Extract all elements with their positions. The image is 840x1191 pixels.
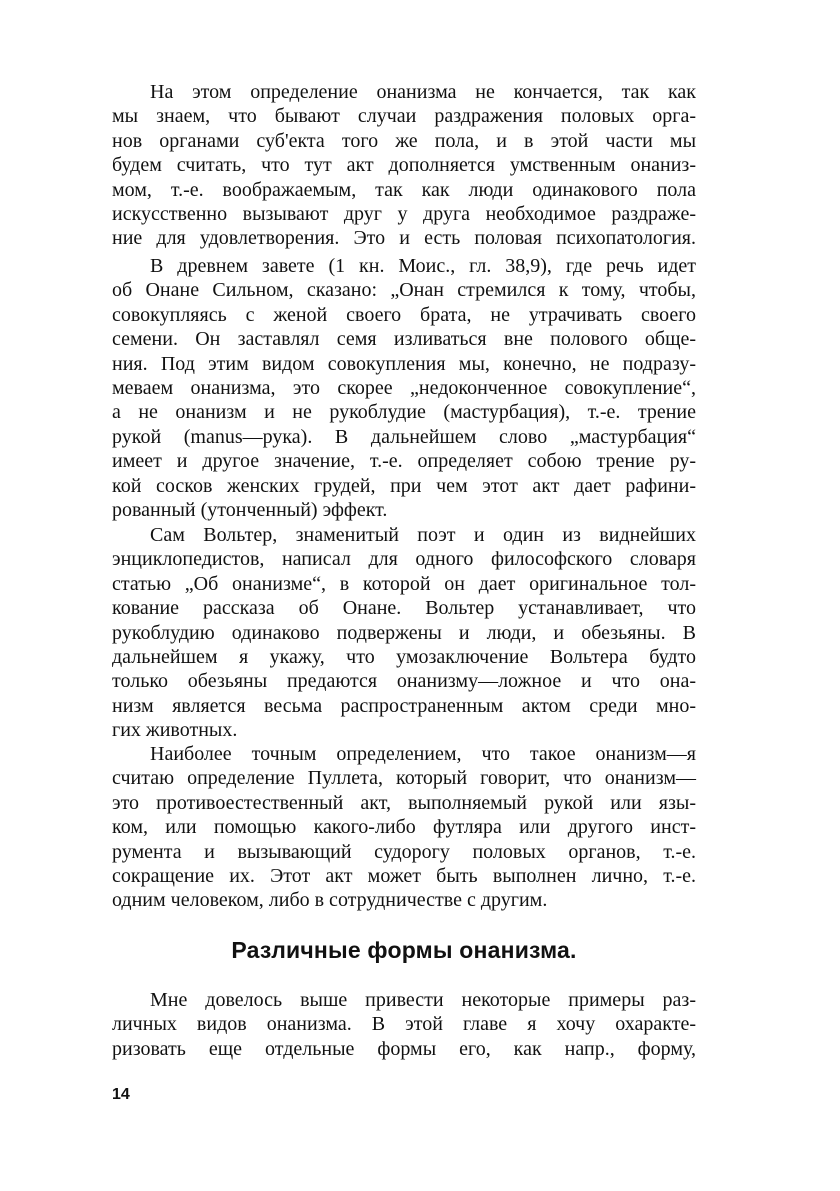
text-line: ком, или помощью какого-либо футляра или другого инст- <box>112 816 696 839</box>
text-line: рованный (утонченный) эффект. <box>112 499 388 522</box>
text-line: мы знаем, что бывают случаи раздражения половых орга- <box>112 105 696 128</box>
text-line: румента и вызывающий судорогу половых органов, т.-е. <box>112 840 696 863</box>
text-line: только обезьяны предаются онанизму—ложное и что она- <box>112 670 696 693</box>
text-line: энциклопедистов, написал для одного философского словаря <box>112 548 696 571</box>
text-line: сокращение их. Этот акт может быть выполнен лично, т.-е. <box>112 865 696 888</box>
section-heading: Различные формы онанизма. <box>231 937 577 963</box>
text-line: совокупляясь с женой своего брата, не утрачивать своего <box>112 303 696 326</box>
paragraph-2 <box>112 254 696 522</box>
text-line: об Онане Сильном, сказано: „Онан стремился к тому, чтобы, <box>112 279 696 302</box>
text-line: ризовать еще отдельные формы его, как напр., форму, <box>112 1037 696 1060</box>
text-line: рукой (manus—рука). В дальнейшем слово „мастурбация“ <box>112 425 696 448</box>
text-line: Сам Вольтер, знаменитый поэт и один из виднейших <box>150 524 696 546</box>
text-line: одним человеком, либо в сотрудничестве с другим. <box>112 889 548 912</box>
text-line: меваем онанизма, это скорее „недоконченное совокупление“, <box>112 377 696 400</box>
paragraph-4 <box>112 742 696 913</box>
text-line: В древнем завете (1 кн. Моис., гл. 38,9), где речь идет <box>150 255 696 277</box>
text-line: а не онанизм и не рукоблудие (мастурбация), т.-е. трение <box>112 401 696 424</box>
text-line: будем считать, что тут акт дополняется умственным онаниз- <box>112 154 696 177</box>
text-line: это противоестественный акт, выполняемый рукой или язы- <box>112 791 696 814</box>
text-line: кой сосков женских грудей, при чем этот акт дает рафини- <box>112 474 696 497</box>
text-line: личных видов онанизма. В этой главе я хочу охаракте- <box>112 1013 696 1036</box>
text-line: низм является весьма распространенным актом среди мно- <box>112 694 696 717</box>
text-line: кование рассказа об Онане. Вольтер устанавливает, что <box>112 597 696 620</box>
text-line: ние для удовлетворения. Это и есть половая психопатология. <box>112 227 696 250</box>
paragraph-5 <box>112 988 696 1061</box>
text-line: Мне довелось выше привести некоторые примеры раз- <box>150 989 696 1011</box>
text-line: ния. Под этим видом совокупления мы, конечно, не подразу- <box>112 352 696 375</box>
text-line: мом, т.-е. воображаемым, так как люди одинакового пола <box>112 178 696 201</box>
text-line: гих животных. <box>112 719 238 742</box>
text-line: На этом определение онанизма не кончается, так как <box>150 81 696 103</box>
text-line: Наиболее точным определением, что такое онанизм—я <box>150 743 696 765</box>
text-line: семени. Он заставлял семя изливаться вне полового обще- <box>112 328 696 351</box>
text-line: статью „Об онанизме“, в которой он дает оригинальное тол- <box>112 572 696 595</box>
text-line: дальнейшем я укажу, что умозаключение Вольтера будто <box>112 646 696 669</box>
text-line: считаю определение Пуллета, который говорит, что онанизм— <box>112 767 696 790</box>
paragraph-3 <box>112 523 696 743</box>
page-number: 14 <box>112 1086 130 1103</box>
text-line: рукоблудию одинаково подвержены и люди, и обезьяны. В <box>112 621 696 644</box>
text-line: искусственно вызывают друг у друга необходимое раздраже- <box>112 203 696 226</box>
text-line: нов органами суб'екта того же пола, и в этой части мы <box>112 129 696 152</box>
text-line: имеет и другое значение, т.-е. определяет собою трение ру- <box>112 450 696 473</box>
paragraph-1 <box>112 80 696 251</box>
